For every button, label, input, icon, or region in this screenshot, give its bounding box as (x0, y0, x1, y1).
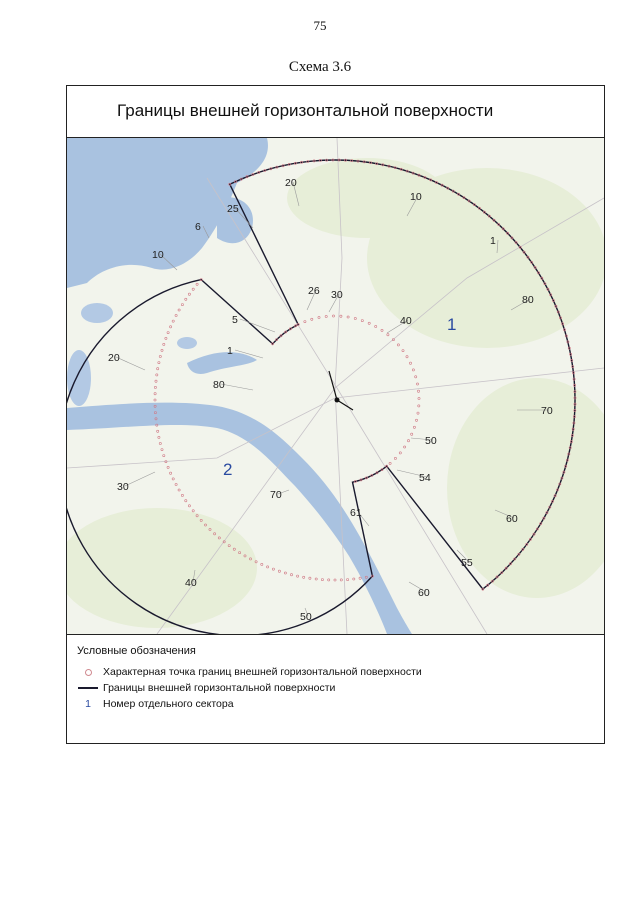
point-label: 60 (418, 587, 430, 599)
legend (67, 634, 604, 743)
point-label: 80 (213, 379, 225, 391)
point-label: 50 (300, 611, 312, 623)
map-area (67, 138, 604, 634)
point-label: 20 (285, 177, 297, 189)
title-box (67, 86, 604, 138)
sector-label-2: 2 (223, 460, 233, 479)
center-point (335, 398, 340, 403)
point-label: 54 (419, 472, 431, 484)
sector-number-icon: 1 (85, 698, 91, 710)
point-label: 1 (227, 345, 233, 357)
legend-item-label: Номер отдельного сектора (103, 698, 234, 710)
point-label: 40 (185, 577, 197, 589)
map-frame (66, 85, 605, 744)
legend-item-label: Характерная точка границ внешней горизонтальной поверхности (103, 666, 422, 678)
point-label: 70 (541, 405, 553, 417)
point-label: 20 (108, 352, 120, 364)
point-label: 1 (490, 235, 496, 247)
point-label: 55 (461, 557, 473, 569)
point-label: 80 (522, 294, 534, 306)
legend-item-boundary (77, 682, 335, 694)
sector-label-1: 1 (447, 315, 457, 334)
legend-item-label: Границы внешней горизонтальной поверхности (103, 682, 336, 694)
point-label: 6 (195, 221, 201, 233)
point-label: 25 (227, 203, 239, 215)
point-label: 30 (331, 289, 343, 301)
scheme-label: Схема 3.6 (288, 59, 352, 75)
point-label: 61 (350, 507, 362, 519)
point-label: 40 (400, 315, 412, 327)
point-label: 10 (152, 249, 164, 261)
point-label: 10 (410, 191, 422, 203)
legend-item-point (77, 666, 422, 678)
point-circle-icon (77, 669, 99, 676)
map-canvas (67, 138, 604, 634)
point-label: 50 (425, 435, 437, 447)
map-title: Границы внешней горизонтальной поверхности (117, 101, 494, 120)
boundary-line-icon (77, 687, 99, 689)
point-label: 60 (506, 513, 518, 525)
point-label: 26 (308, 285, 320, 297)
point-label: 5 (232, 314, 238, 326)
legend-heading: Условные обозначения (77, 645, 196, 657)
point-label: 70 (270, 489, 282, 501)
page-number: 75 (313, 18, 327, 33)
legend-item-sector (77, 698, 234, 710)
point-label: 30 (117, 481, 129, 493)
